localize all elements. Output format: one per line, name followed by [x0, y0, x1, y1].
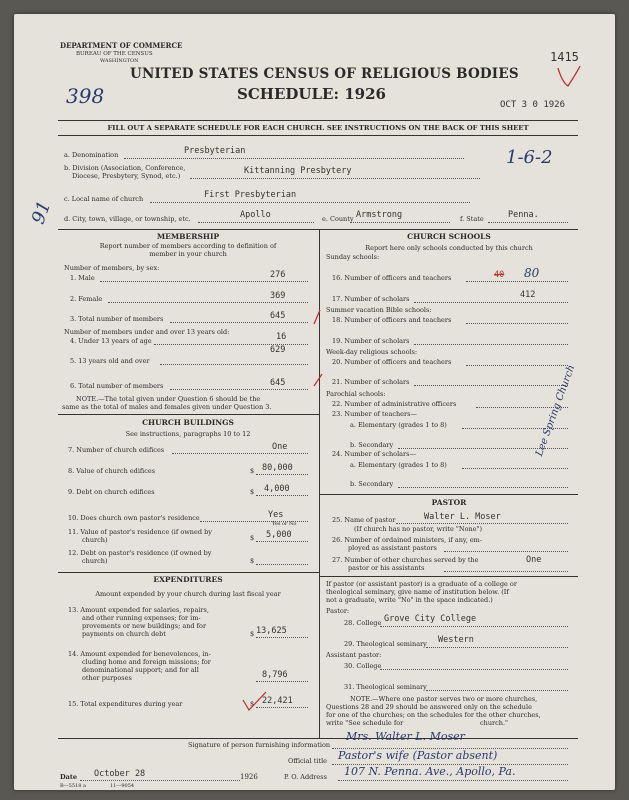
local-name-label: c. Local name of church	[64, 195, 144, 203]
division-label-2: Diocese, Presbytery, Synod, etc.)	[72, 172, 181, 180]
q7-label: 7. Number of church edifices	[68, 446, 165, 454]
q11-value: 5,000	[266, 530, 292, 540]
q25-value: Walter L. Moser	[424, 512, 501, 522]
q13-value: 13,625	[256, 626, 287, 636]
membership-note-2: same as the total of males and females given under Question 3.	[62, 403, 272, 411]
pastor-note-4b: church."	[480, 719, 509, 727]
q9-value: 4,000	[264, 484, 290, 494]
yes-no-hint: Yes or No	[272, 521, 297, 527]
q14-label: 14. Amount expended for benevolences, in-	[68, 650, 211, 658]
q23-label: 23. Number of teachers—	[332, 410, 417, 418]
q11-label-2: church)	[82, 536, 108, 544]
schedule-number: 1415	[550, 50, 579, 64]
membership-title: MEMBERSHIP	[156, 232, 220, 241]
q25-note: (If church has no pastor, write "None")	[354, 525, 483, 533]
q4-value: 16	[276, 332, 287, 342]
po-address-label: P. O. Address	[284, 773, 327, 781]
q26-label: 26. Number of ordained ministers, if any, em-	[332, 536, 483, 544]
q24b-label: b. Secondary	[350, 480, 394, 488]
q6-label: 6. Total number of members	[70, 382, 164, 390]
buildings-title: CHURCH BUILDINGS	[142, 418, 234, 427]
q12-dollar: $	[250, 557, 255, 565]
sex-heading: Number of members, by sex:	[64, 264, 160, 272]
handwritten-91: 91	[27, 198, 56, 227]
age-heading: Number of members under and over 13 years old:	[64, 328, 230, 336]
q26-label-2: ployed as assistant pastors	[348, 544, 437, 552]
county-value: Armstrong	[356, 210, 403, 220]
q18-label: 18. Number of officers and teachers	[332, 316, 452, 324]
membership-note: NOTE.—The total given under Question 6 should be the	[76, 395, 261, 403]
q4-label: 4. Under 13 years of age	[70, 337, 152, 345]
q17-value: 412	[520, 290, 536, 300]
form-subtitle: SCHEDULE: 1926	[237, 85, 386, 103]
q16-label: 16. Number of officers and teachers	[332, 274, 452, 282]
q28-label: 28. College	[344, 619, 382, 627]
expenditures-title: EXPENDITURES	[153, 575, 223, 584]
bureau-heading: BUREAU OF THE CENSUS	[76, 51, 153, 57]
q31-label: 31. Theological seminary	[344, 683, 427, 691]
q19-label: 19. Number of scholars	[332, 337, 410, 345]
q23b-label: b. Secondary	[350, 441, 394, 449]
pastor-note-2: Questions 28 and 29 should be answered only on the schedule	[326, 703, 532, 711]
sunday-heading: Sunday schools:	[326, 253, 380, 261]
city-heading: WASHINGTON	[100, 58, 139, 64]
print-code: 11—9054	[110, 783, 135, 789]
pastor-note-3: for one of the churches; on the schedules for the other churches,	[326, 711, 541, 719]
weekday-heading: Week-day religious schools:	[326, 348, 418, 356]
q28-value: Grove City College	[384, 614, 477, 624]
membership-intro-2: member in your church	[149, 250, 227, 258]
q16-struck-value: 40	[494, 270, 505, 280]
q10-value: Yes	[268, 510, 284, 520]
q12-label: 12. Debt on pastor's residence (if owned by	[68, 549, 212, 557]
q25-label: 25. Name of pastor	[332, 516, 396, 524]
q13-label: 13. Amount expended for salaries, repairs,	[68, 606, 209, 614]
q6-value: 645	[270, 378, 286, 388]
official-title-label: Official title	[288, 757, 327, 765]
q29-value: Western	[438, 635, 474, 645]
q3-label: 3. Total number of members	[70, 315, 164, 323]
grad-note-3: not a graduate, write "No" in the space indicated.)	[326, 596, 493, 604]
q15-value: 22,421	[262, 696, 293, 706]
q16-value: 80	[524, 266, 540, 280]
q15-dollar: $	[250, 700, 255, 708]
q14-value: 8,796	[262, 670, 288, 680]
q15-label: 15. Total expenditures during year	[68, 700, 183, 708]
q7-value: One	[272, 442, 288, 452]
q9-dollar: $	[250, 488, 255, 496]
q17-label: 17. Number of scholars	[332, 295, 410, 303]
q5-value: 629	[270, 345, 286, 355]
q20-label: 20. Number of officers and teachers	[332, 358, 452, 366]
pastor-note-4: write "See schedule for	[326, 719, 404, 727]
po-address-value: 107 N. Penna. Ave., Apollo, Pa.	[344, 765, 516, 778]
q27-label: 27. Number of other churches served by the	[332, 556, 479, 564]
q12-label-2: church)	[82, 557, 108, 565]
census-schedule-page	[14, 14, 615, 790]
received-stamp: OCT 3 0 1926	[500, 100, 566, 110]
q14-label-2: cluding home and foreign missions; for	[82, 658, 211, 666]
denomination-label: a. Denomination	[64, 151, 119, 159]
q29-label: 29. Theological seminary	[344, 640, 427, 648]
schools-title: CHURCH SCHOOLS	[407, 232, 491, 241]
date-label: Date	[60, 773, 77, 781]
q24a-label: a. Elementary (grades 1 to 8)	[350, 461, 447, 469]
county-label: e. County	[322, 215, 354, 223]
q8-value: 80,000	[262, 463, 293, 473]
q11-dollar: $	[250, 534, 255, 542]
q10-label: 10. Does church own pastor's residence	[68, 514, 200, 522]
division-label: b. Division (Association, Conference,	[64, 164, 186, 172]
q11-label: 11. Value of pastor's residence (if owned by	[68, 528, 212, 536]
instruction-line: FILL OUT A SEPARATE SCHEDULE FOR EACH CHURCH. SEE INSTRUCTIONS ON THE BACK OF THIS SHEET	[107, 124, 529, 132]
date-year: 1926	[240, 773, 258, 781]
state-label: f. State	[460, 215, 484, 223]
q24-label: 24. Number of scholars—	[332, 450, 416, 458]
summer-heading: Summer vacation Bible schools:	[326, 306, 432, 314]
local-name-value: First Presbyterian	[204, 190, 297, 200]
q9-label: 9. Debt on church edifices	[68, 488, 155, 496]
parochial-heading: Parochial schools:	[326, 390, 386, 398]
membership-intro: Report number of members according to definition of	[99, 242, 277, 250]
q1-value: 276	[270, 270, 286, 280]
dept-heading: DEPARTMENT OF COMMERCE	[60, 41, 183, 50]
q21-label: 21. Number of scholars	[332, 378, 410, 386]
side-note: Lee Spring Church	[534, 363, 578, 458]
expenditures-intro: Amount expended by your church during last fiscal year	[95, 590, 281, 598]
q13-label-2: and other running expenses; for im-	[82, 614, 201, 622]
signature-label: Signature of person furnishing information	[188, 741, 331, 749]
form-title: UNITED STATES CENSUS OF RELIGIOUS BODIES	[130, 66, 519, 82]
q8-dollar: $	[250, 467, 255, 475]
q13-label-4: payments on church debt	[82, 630, 166, 638]
city-label: d. City, town, village, or township, etc.	[64, 215, 191, 223]
red-check-mark	[554, 64, 584, 94]
handwritten-162: 1-6-2	[506, 147, 553, 168]
q13-dollar: $	[250, 630, 255, 638]
q2-label: 2. Female	[70, 295, 103, 303]
division-value: Kittanning Presbytery	[244, 166, 352, 176]
city-value: Apollo	[240, 210, 271, 220]
handwritten-398: 398	[66, 84, 105, 108]
form-code: B—5518 a	[60, 783, 86, 789]
pastor-sub-label: Pastor:	[326, 607, 350, 615]
q2-value: 369	[270, 291, 286, 301]
denomination-value: Presbyterian	[184, 146, 246, 156]
pastor-note: NOTE.—Where one pastor serves two or more churches,	[350, 695, 538, 703]
buildings-intro: See instructions, paragraphs 10 to 12	[125, 430, 251, 438]
asst-label: Assistant pastor:	[326, 651, 382, 659]
pastor-title: PASTOR	[431, 498, 467, 507]
schools-intro: Report here only schools conducted by this church	[365, 244, 533, 252]
q14-label-3: denominational support; and for all	[82, 666, 199, 674]
q5-label: 5. 13 years old and over	[70, 357, 150, 365]
q27-value: One	[526, 555, 542, 565]
q8-label: 8. Value of church edifices	[68, 467, 156, 475]
red-check-q15	[240, 690, 270, 714]
q23a-label: a. Elementary (grades 1 to 8)	[350, 421, 447, 429]
date-value: October 28	[94, 769, 146, 779]
grad-note-2: theological seminary, give name of institution below. (If	[326, 588, 509, 596]
q14-label-4: other purposes	[82, 674, 132, 682]
q13-label-3: provements or new buildings; and for	[82, 622, 207, 630]
q27-label-2: pastor or his assistants	[348, 564, 425, 572]
state-value: Penna.	[508, 210, 539, 220]
q22-label: 22. Number of administrative officers	[332, 400, 457, 408]
q3-value: 645	[270, 311, 286, 321]
official-title-value: Pastor's wife (Pastor absent)	[338, 749, 498, 762]
q30-label: 30. College	[344, 662, 382, 670]
signature-value: Mrs. Walter L. Moser	[346, 730, 465, 743]
q1-label: 1. Male	[70, 274, 95, 282]
grad-note: If pastor (or assistant pastor) is a graduate of a college or	[326, 580, 517, 588]
